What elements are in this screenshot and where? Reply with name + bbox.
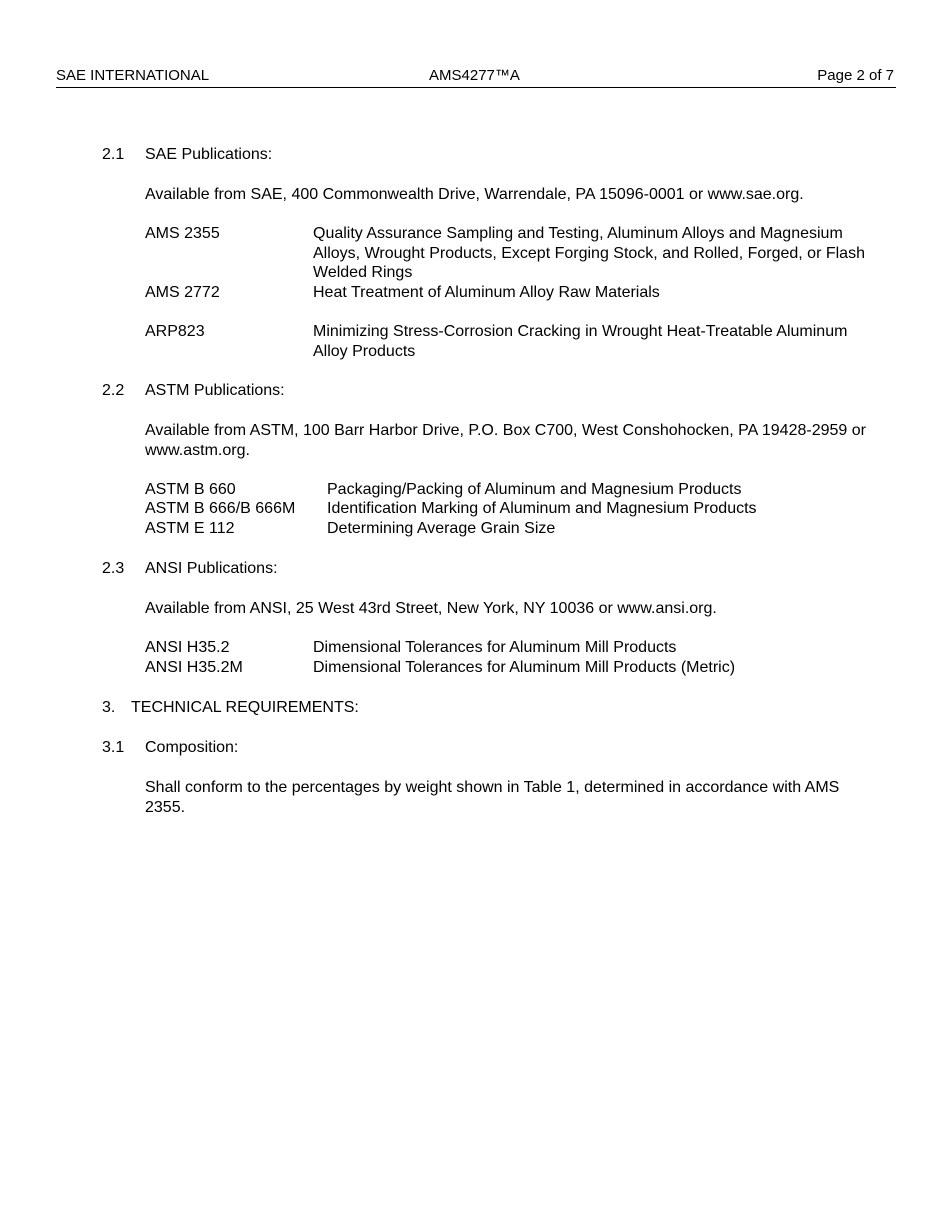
page-header <box>56 66 896 88</box>
reference-code: AMS 2772 <box>145 284 220 301</box>
reference-title: Dimensional Tolerances for Aluminum Mill Products <box>313 639 677 656</box>
section-title: ASTM Publications: <box>145 382 285 399</box>
reference-code: ASTM B 666/B 666M <box>145 500 296 517</box>
reference-title: Dimensional Tolerances for Aluminum Mill Products (Metric) <box>313 659 736 676</box>
reference-code: ANSI H35.2 <box>145 639 230 656</box>
section-title: Composition: <box>145 739 239 756</box>
header-doc-id: AMS4277™A <box>429 67 520 84</box>
header-page-number: Page 2 of 7 <box>817 67 894 84</box>
section-title: ANSI Publications: <box>145 560 278 577</box>
reference-title: Minimizing Stress-Corrosion Cracking in Wrought Heat-Treatable Aluminum Alloy Products <box>313 323 848 360</box>
section-title: SAE Publications: <box>145 146 273 163</box>
ansi-availability: Available from ANSI, 25 West 43rd Street, New York, NY 10036 or www.ansi.org. <box>145 600 717 617</box>
reference-title: Quality Assurance Sampling and Testing, Aluminum Alloys and Magnesium Alloys, Wrought Products, Except Forging Stock, and Rolled, Forged, or Flash Welded Rings <box>313 225 865 281</box>
composition-body: Shall conform to the percentages by weight shown in Table 1, determined in accordance with AMS 2355. <box>145 779 840 816</box>
reference-code: ASTM E 112 <box>145 520 235 537</box>
reference-title: Determining Average Grain Size <box>327 520 556 537</box>
section-number: 3.1 <box>102 739 125 756</box>
astm-availability: Available from ASTM, 100 Barr Harbor Drive, P.O. Box C700, West Conshohocken, PA 19428-2959 or www.astm.org. <box>145 422 866 459</box>
reference-code: AMS 2355 <box>145 225 220 242</box>
reference-title: Packaging/Packing of Aluminum and Magnesium Products <box>327 481 742 498</box>
reference-title: Identification Marking of Aluminum and Magnesium Products <box>327 500 757 517</box>
reference-code: ANSI H35.2M <box>145 659 243 676</box>
section-number: 2.2 <box>102 382 125 399</box>
sae-availability: Available from SAE, 400 Commonwealth Drive, Warrendale, PA 15096-0001 or www.sae.org. <box>145 186 804 203</box>
header-org: SAE INTERNATIONAL <box>56 67 210 84</box>
reference-code: ASTM B 660 <box>145 481 236 498</box>
section-title: TECHNICAL REQUIREMENTS: <box>131 699 359 716</box>
reference-code: ARP823 <box>145 323 205 340</box>
section-number: 2.3 <box>102 560 125 577</box>
section-number: 3. <box>102 699 116 716</box>
reference-title: Heat Treatment of Aluminum Alloy Raw Materials <box>313 284 660 301</box>
section-number: 2.1 <box>102 146 125 163</box>
